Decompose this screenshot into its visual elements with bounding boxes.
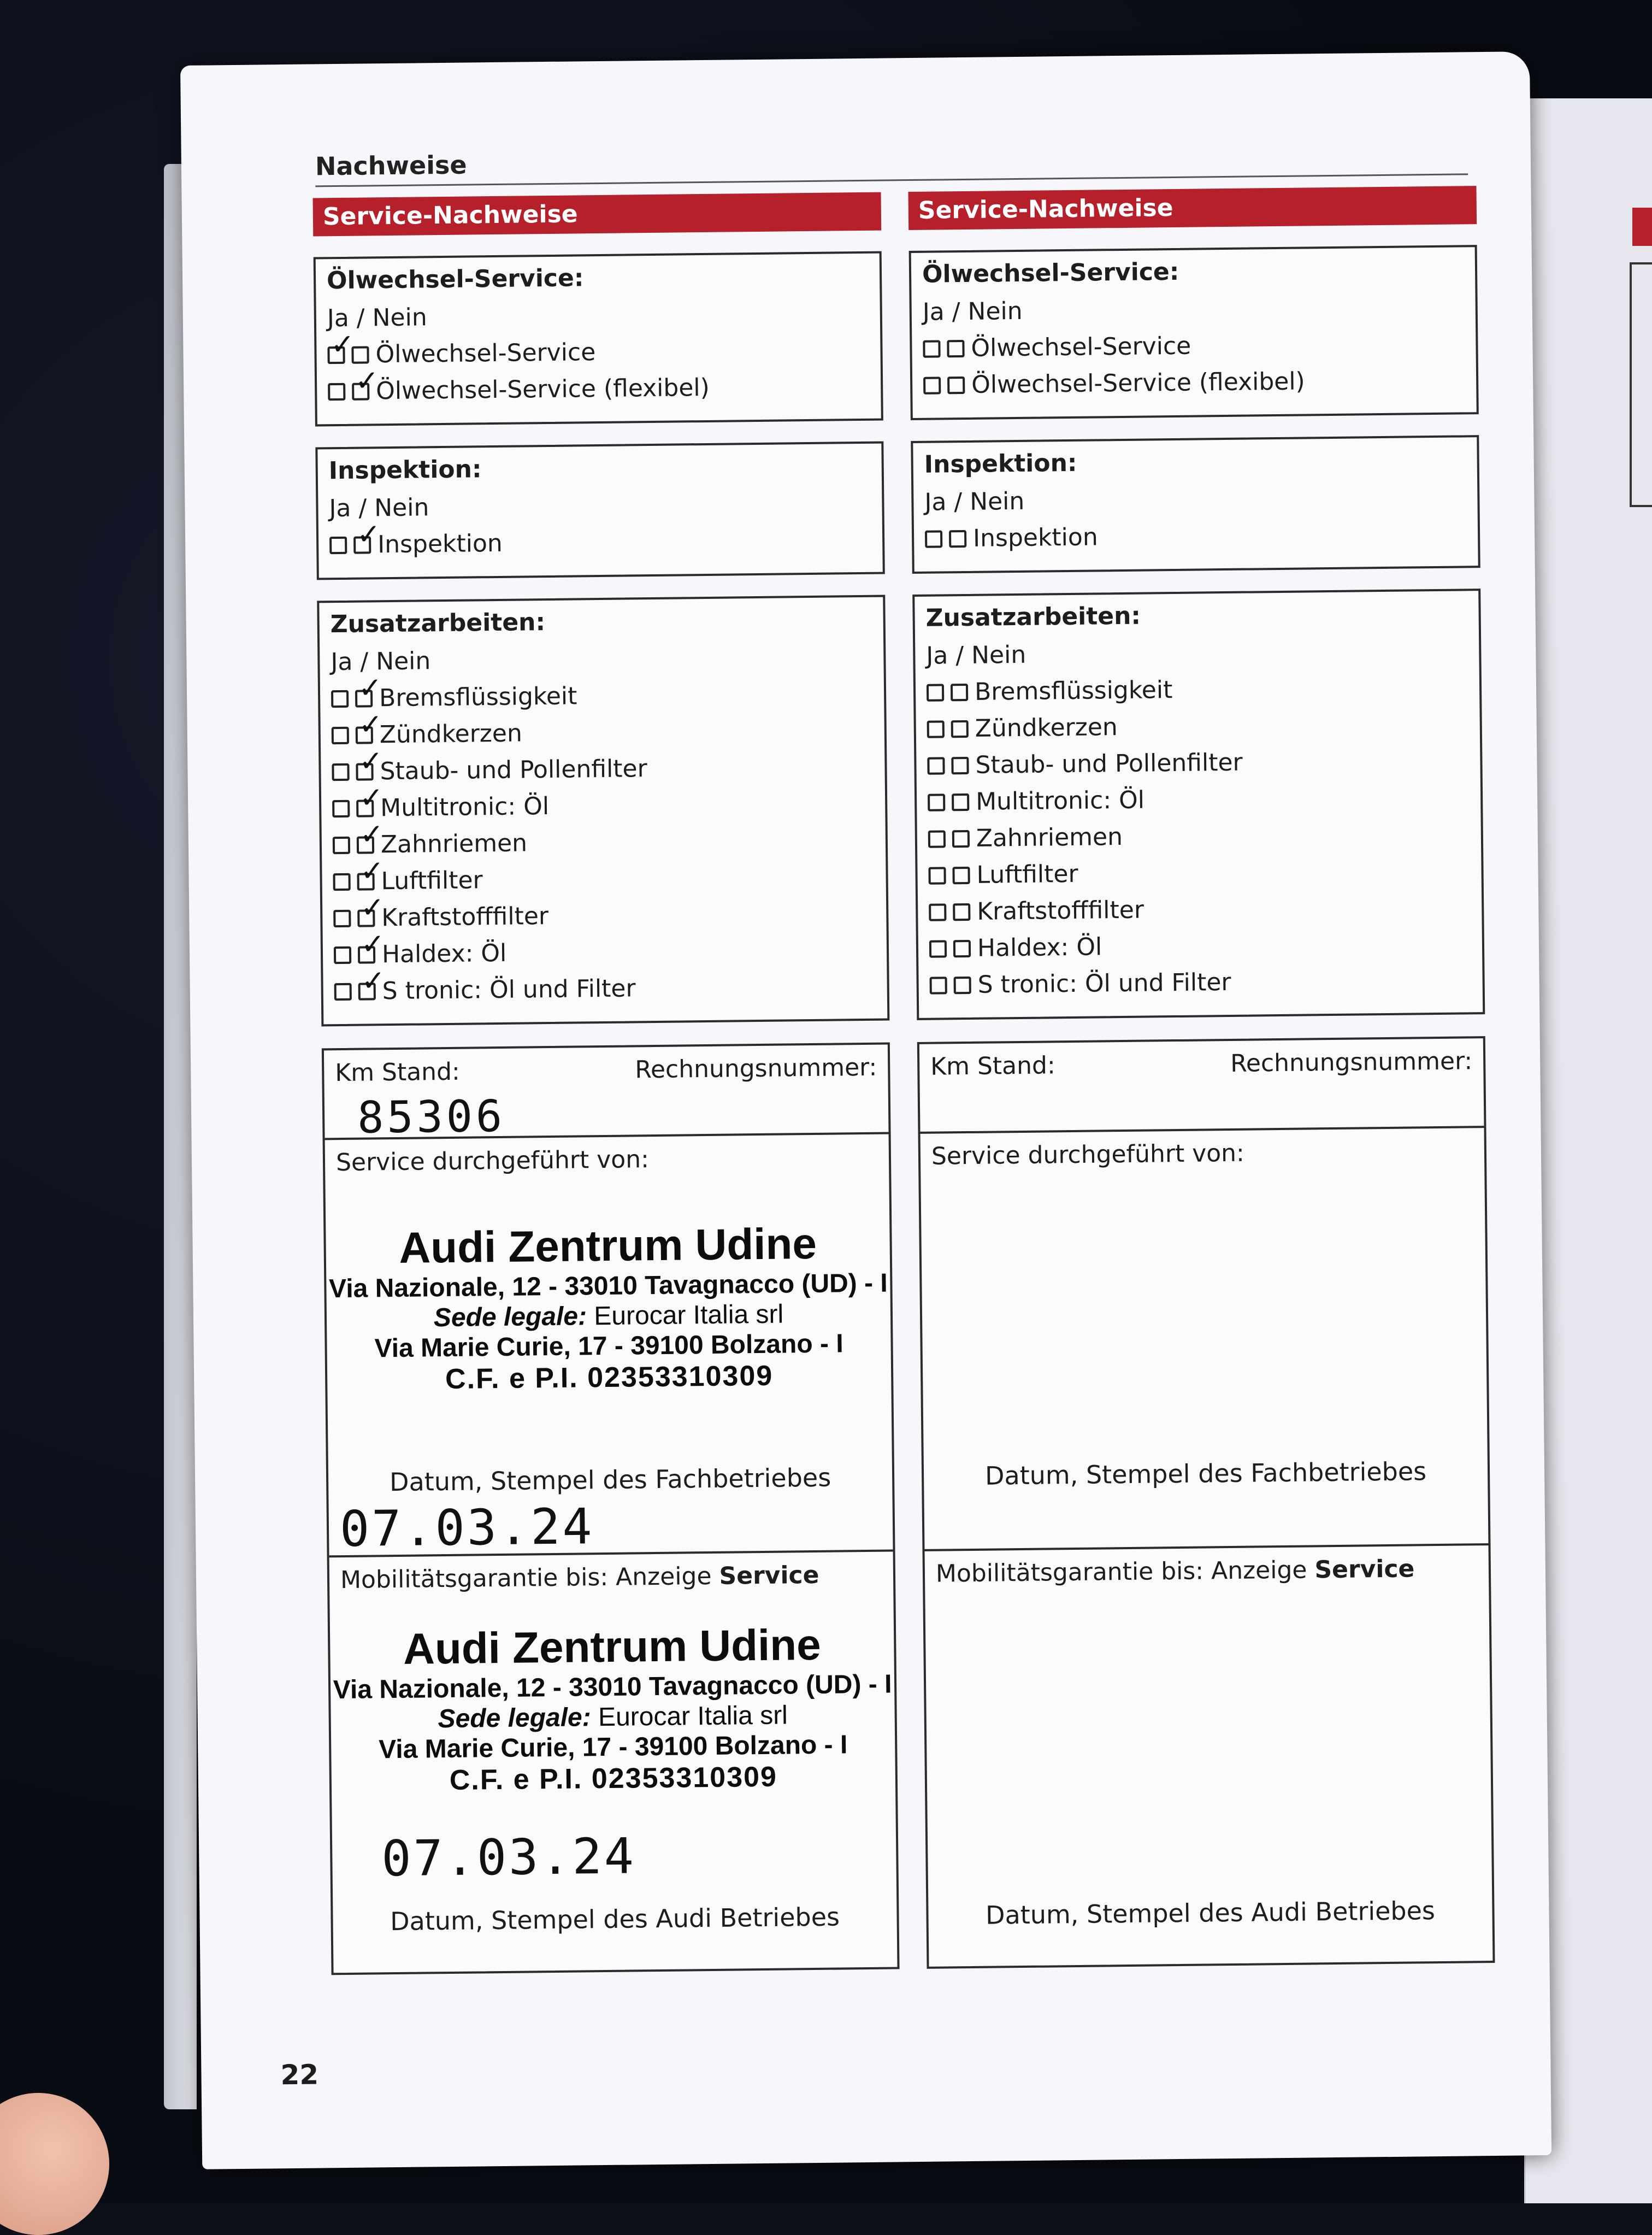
checkmark-icon: ✓ [361, 927, 385, 961]
item-label: Bremsflüssigkeit [379, 682, 577, 713]
stamp-legal-value: Eurocar Italia srl [598, 1701, 788, 1732]
checkbox-row [333, 817, 875, 859]
checkbox-no[interactable] [356, 781, 384, 817]
item-label: S tronic: Öl und Filter [977, 968, 1231, 999]
item-label: Ölwechsel-Service (flexibel) [971, 367, 1305, 399]
checkmark-icon: ✓ [355, 364, 379, 398]
audi-stamp-label: Datum, Stempel des Audi Betriebes [985, 1896, 1436, 1930]
checkbox-yes[interactable] [928, 867, 946, 884]
oil-title: Ölwechsel-Service: [326, 264, 584, 295]
checkbox-no[interactable] [949, 530, 966, 547]
checkbox-yes[interactable] [327, 328, 355, 363]
date-stamp-label: Datum, Stempel des Fachbetriebes [389, 1462, 831, 1497]
checkmark-icon: ✓ [359, 817, 384, 851]
section-title: Nachweise [315, 150, 467, 181]
left-banner: Service-Nachweise [313, 192, 882, 237]
item-label: Inspektion [377, 529, 503, 559]
checkbox-no[interactable] [355, 671, 382, 707]
stamp-address: Via Nazionale, 12 - 33010 Tavagnacco (UD) - I [333, 1669, 892, 1705]
checkbox-yes[interactable] [927, 720, 945, 738]
checkmark-icon: ✓ [359, 781, 384, 815]
item-label: S tronic: Öl und Filter [382, 974, 636, 1005]
checkbox-yes[interactable] [930, 977, 947, 994]
item-label: Zahnriemen [380, 829, 528, 859]
checkbox-row [923, 366, 1465, 399]
item-label: Kraftstofffilter [381, 902, 549, 932]
checkbox-row [923, 329, 1465, 362]
stamp-legal-address: Via Marie Curie, 17 - 39100 Bolzano - I [374, 1329, 843, 1363]
mobility-cell [329, 1551, 898, 1973]
item-label: Ölwechsel-Service (flexibel) [375, 373, 710, 405]
date-stamp-label: Datum, Stempel des Fachbetriebes [984, 1456, 1427, 1491]
checkbox-yes[interactable] [927, 684, 944, 701]
item-label: Ölwechsel-Service [971, 332, 1191, 362]
checkbox-yes[interactable] [923, 340, 940, 357]
mobility-label-text: Mobilitätsgarantie bis: Anzeige [935, 1556, 1307, 1588]
checkbox-yes[interactable] [929, 903, 946, 921]
service-by-cell [921, 1128, 1489, 1551]
extra-title: Zusatzarbeiten: [925, 602, 1141, 632]
jn-label: Ja / Nein [926, 640, 1026, 670]
jn-label: Ja / Nein [922, 297, 1023, 326]
km-header [919, 1038, 1484, 1081]
mobility-label-bold: Service [1314, 1555, 1415, 1584]
oil-title: Ölwechsel-Service: [922, 257, 1179, 289]
checkbox-yes[interactable] [333, 836, 350, 854]
checkbox-no[interactable] [951, 683, 968, 701]
left-extra-box [317, 595, 889, 1027]
checkbox-yes[interactable] [328, 383, 345, 400]
right-lower-box [917, 1036, 1495, 1969]
km-cell [324, 1045, 889, 1143]
invoice-label: Rechnungsnummer: [635, 1053, 877, 1084]
item-label: Luftfilter [976, 860, 1078, 889]
invoice-label: Rechnungsnummer: [1230, 1047, 1473, 1078]
handwritten-date-2: 07.03.24 [381, 1827, 636, 1888]
checkbox-yes[interactable] [929, 940, 947, 957]
checkbox-row [334, 964, 876, 1005]
stamp-legal-address: Via Marie Curie, 17 - 39100 Bolzano - I [378, 1730, 848, 1765]
checkbox-no[interactable] [947, 376, 965, 393]
checkbox-row [925, 519, 1467, 552]
left-inspection-box [315, 442, 884, 580]
checkbox-row [928, 783, 1470, 816]
checkbox-row [929, 892, 1471, 926]
checkbox-row [332, 708, 874, 749]
audi-stamp-label: Datum, Stempel des Audi Betriebes [390, 1902, 840, 1937]
km-label: Km Stand: [930, 1051, 1056, 1081]
checkmark-icon: ✓ [356, 517, 381, 551]
jn-label: Ja / Nein [327, 303, 427, 333]
checkbox-no[interactable] [947, 339, 964, 357]
checkmark-icon: ✓ [361, 964, 386, 998]
checkbox-row [929, 966, 1471, 999]
checkbox-row [327, 328, 869, 369]
checkbox-yes[interactable] [333, 909, 351, 927]
checkbox-no[interactable] [357, 817, 384, 854]
stamp-legal-label: Sede legale: [433, 1302, 587, 1333]
mobility-label-bold: Service [719, 1561, 819, 1590]
mobility-label [329, 1551, 894, 1603]
km-label: Km Stand: [335, 1057, 461, 1087]
stamp-legal-label: Sede legale: [438, 1703, 591, 1734]
km-cell [919, 1038, 1484, 1134]
item-label: Inspektion [972, 523, 1098, 552]
extra-title: Zusatzarbeiten: [330, 608, 546, 639]
right-extra-box [912, 589, 1485, 1020]
checkbox-no[interactable] [954, 976, 971, 993]
checkbox-row [333, 891, 875, 932]
right-record [908, 180, 1495, 1969]
checkbox-row [332, 744, 874, 786]
checkbox-no[interactable] [358, 927, 385, 963]
item-label: Multitronic: Öl [975, 786, 1145, 816]
next-page-banner-stub [1632, 208, 1652, 246]
item-label: Kraftstofffilter [977, 896, 1144, 926]
checkbox-yes[interactable] [923, 377, 941, 394]
checkbox-yes[interactable] [928, 793, 945, 811]
checkbox-row [333, 854, 875, 896]
checkbox-no[interactable] [356, 744, 384, 780]
item-label: Luftfilter [381, 866, 483, 896]
jn-label: Ja / Nein [329, 493, 429, 523]
km-value: 85306 [357, 1090, 506, 1143]
left-record [312, 187, 899, 1975]
checkbox-yes[interactable] [332, 763, 349, 780]
mobility-label [925, 1545, 1489, 1597]
checkbox-yes[interactable] [925, 530, 942, 548]
checkbox-yes[interactable] [928, 830, 946, 848]
item-label: Ölwechsel-Service [375, 338, 596, 369]
checkbox-yes[interactable] [334, 983, 352, 1000]
checkbox-no[interactable] [353, 517, 381, 554]
booklet-page [180, 51, 1551, 2169]
checkbox-yes[interactable] [334, 946, 351, 963]
checkbox-yes[interactable] [332, 799, 350, 817]
checkmark-icon: ✓ [331, 328, 355, 361]
item-label: Zündkerzen [975, 713, 1118, 743]
stamp-tax-id: C.F. e P.I. 02353310309 [449, 1761, 778, 1796]
checkbox-no[interactable] [953, 903, 970, 920]
checkbox-row [927, 709, 1469, 743]
inspection-title: Inspektion: [924, 449, 1077, 479]
checkbox-yes[interactable] [927, 757, 945, 774]
checkbox-no[interactable] [357, 891, 385, 927]
jn-label: Ja / Nein [924, 487, 1025, 516]
dealer-stamp [326, 1218, 891, 1397]
checkbox-row [927, 673, 1468, 706]
km-header [324, 1045, 888, 1087]
checkmark-icon: ✓ [359, 744, 384, 778]
right-oil-box [909, 245, 1479, 420]
service-by-label: Service durchgeführt von: [931, 1139, 1245, 1171]
checkbox-no[interactable] [352, 364, 379, 400]
checkbox-no[interactable] [951, 756, 969, 774]
stamp-legal-value: Eurocar Italia srl [594, 1299, 784, 1331]
service-by-cell [325, 1134, 893, 1558]
checkbox-no[interactable] [952, 830, 970, 847]
jn-label: Ja / Nein [331, 647, 431, 677]
mobility-cell [925, 1545, 1493, 1967]
checkbox-no[interactable] [358, 964, 386, 1000]
stamp-dealer-name: Audi Zentrum Udine [403, 1620, 821, 1673]
item-label: Multitronic: Öl [380, 792, 550, 822]
checkbox-row [928, 819, 1470, 852]
right-banner: Service-Nachweise [908, 186, 1477, 230]
item-label: Zündkerzen [379, 719, 523, 749]
checkbox-no[interactable] [356, 708, 383, 744]
right-inspection-box [911, 435, 1480, 574]
stamp-dealer-name: Audi Zentrum Udine [398, 1219, 817, 1272]
checkbox-no[interactable] [953, 939, 971, 957]
inspection-title: Inspektion: [328, 455, 482, 485]
mobility-label-text: Mobilitätsgarantie bis: Anzeige [340, 1562, 712, 1595]
service-by-label: Service durchgeführt von: [335, 1145, 650, 1177]
item-label: Zahnriemen [976, 823, 1123, 852]
checkbox-row [329, 517, 871, 559]
item-label: Haldex: Öl [977, 933, 1102, 962]
left-oil-box [314, 251, 883, 427]
stamp-address: Via Nazionale, 12 - 33010 Tavagnacco (UD) - I [328, 1268, 888, 1304]
checkbox-no[interactable] [357, 854, 385, 890]
checkbox-yes[interactable] [331, 690, 349, 707]
page-number: 22 [280, 2058, 319, 2091]
checkbox-yes[interactable] [333, 873, 350, 890]
checkbox-no[interactable] [951, 720, 969, 737]
checkmark-icon: ✓ [358, 671, 382, 705]
checkbox-yes[interactable] [329, 536, 347, 554]
checkbox-row [331, 671, 873, 713]
item-label: Staub- und Pollenfilter [380, 755, 647, 786]
checkbox-row [929, 929, 1471, 962]
checkmark-icon: ✓ [360, 854, 385, 888]
item-label: Staub- und Pollenfilter [975, 748, 1243, 779]
item-label: Bremsflüssigkeit [974, 676, 1173, 706]
checkbox-row [334, 927, 876, 969]
dealer-stamp-2 [330, 1619, 895, 1798]
checkbox-row [328, 364, 870, 405]
left-lower-box [322, 1042, 900, 1975]
stamp-tax-id: C.F. e P.I. 02353310309 [445, 1360, 774, 1395]
checkmark-icon: ✓ [358, 708, 383, 742]
checkbox-row [332, 781, 874, 822]
checkmark-icon: ✓ [360, 891, 385, 925]
checkbox-row [927, 746, 1469, 779]
next-page-box-stub [1630, 262, 1652, 507]
checkbox-no[interactable] [351, 346, 369, 363]
checkbox-no[interactable] [952, 793, 969, 810]
handwritten-date-1: 07.03.24 [339, 1498, 595, 1558]
checkbox-row [928, 856, 1470, 889]
checkbox-yes[interactable] [332, 726, 349, 744]
item-label: Haldex: Öl [381, 939, 507, 969]
checkbox-no[interactable] [952, 866, 970, 884]
